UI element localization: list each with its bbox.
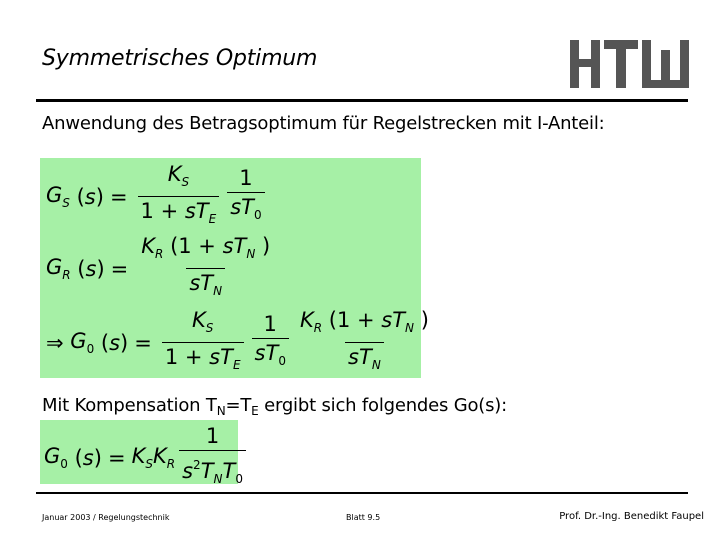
footer-author: Prof. Dr.-Ing. Benedikt Faupel	[559, 511, 704, 522]
formula-block-transfer-functions	[40, 158, 429, 378]
footer-date-course: Januar 2003 / Regelungstechnik	[42, 513, 170, 522]
formula-g0: ⇒ $G_0$ ( s ) = $\frac{K_S}{1 + sT_E}$ $\frac{1}{sT_0}$ $\frac{K_R (1 + sT_N )}{sT_N}$	[46, 308, 436, 377]
formula-g0-compensated: $G_0$ ( s ) = $K_SK_R$ $\frac{1}{s^2T_NT_0}$	[44, 424, 250, 491]
slide-subtitle: Anwendung des Betragsoptimum für Regelstrecken mit I-Anteil:	[42, 113, 605, 134]
mid-text-sub-n: N	[216, 404, 226, 418]
htw-logo	[570, 40, 690, 88]
mid-text-middle: =T	[225, 395, 252, 416]
formula-gs: $G_S$ ( s ) = $\frac{K_S}{1 + sT_E}$ $\frac{1}{sT_0}$	[46, 162, 269, 231]
mid-text-prefix: Mit Kompensation T	[42, 395, 217, 416]
formula-gr: $G_R$ ( s ) = $\frac{K_R (1 + sT_N )}{sT_N}$	[46, 234, 277, 303]
top-divider	[36, 99, 688, 102]
bottom-divider	[36, 492, 688, 494]
formula-block-compensated	[40, 420, 243, 486]
mid-text-suffix: ergibt sich folgendes Go(s):	[258, 395, 507, 416]
footer-page-number: Blatt 9.5	[346, 513, 381, 522]
compensation-text	[42, 395, 507, 418]
mid-text-sub-e: E	[251, 404, 259, 418]
slide-title: Symmetrisches Optimum	[42, 46, 318, 71]
